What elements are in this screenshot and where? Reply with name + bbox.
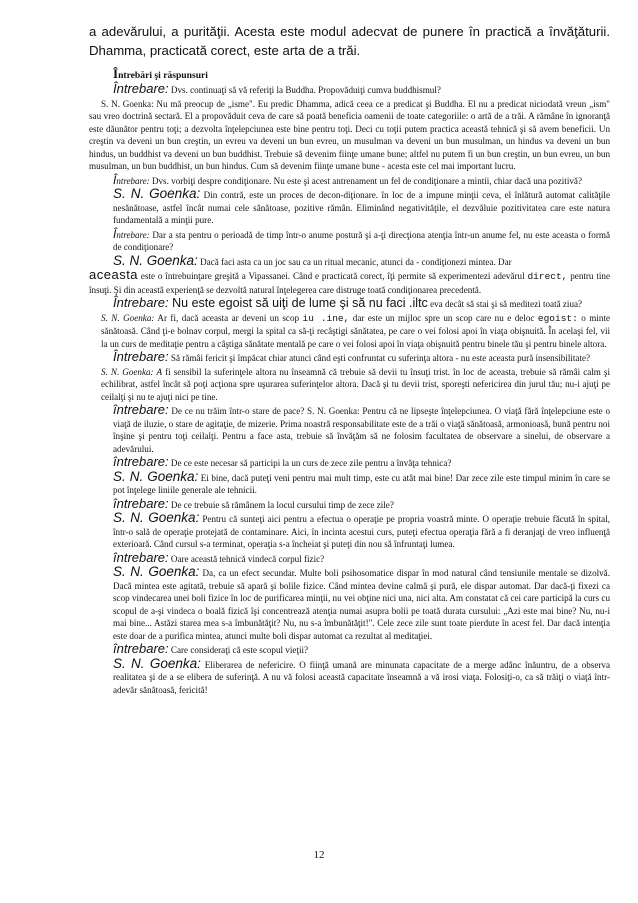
answer-label: S. N. Goenka: bbox=[113, 655, 201, 671]
question-label: întrebare: bbox=[113, 549, 169, 565]
question-label: Întrebare: bbox=[113, 81, 169, 96]
answer-label: S. N. Goenka: bbox=[113, 252, 198, 268]
answer-label: S. N. Goenka: bbox=[101, 312, 155, 323]
question-paragraph bbox=[89, 351, 610, 365]
answer-paragraph bbox=[89, 312, 610, 351]
answer-paragraph bbox=[89, 252, 610, 269]
answer-text: S. N. Goenka: Nu mă preocup de „isme". Eu predic Dhamma, adică ceea ce a predicat şi Buddha. El nu a predicat niciodată vreun „ism" sau vreo doctrină sectară. El a propovăduit ceva de care să poată beneficia oamenii de toate categoriile: o artă de a trăi. A rămâne în ignoranţă este dăunător pentru toţi; a dezvolta înţelepciunea este bine pentru toţi. Deci cu toţii putem practica această tehnică şi să avem beneficii. Un creştin va deveni un bun creştin, un evreu va deveni un bun evreu, un musulman va deveni un bun musulman, un hindus va deveni un bun hindus, un buddhist va deveni un bun buddhist. Trebuie să devenim fiinţe umane bune; altfel nu putem fi un bun creştin, un bun evreu, un bun musulman, un bun buddhist, un bun hindus. Cum să devenim fiinţe umane bune - acesta este cel mai important lucru. bbox=[89, 98, 610, 171]
question-text: Dvs. continuaţi să vă referiţi la Buddha. Propovăduiţi cumva buddhismul? bbox=[168, 85, 441, 95]
answer-text: Dacă faci asta ca un joc sau ca un ritual mecanic, atunci da - condiţionezi mintea. Dar bbox=[197, 256, 512, 267]
question-paragraph bbox=[89, 456, 610, 470]
answer-mono-word: iu .ine, bbox=[302, 312, 350, 324]
question-paragraph bbox=[89, 643, 610, 657]
question-text: Dvs. vorbiţi despre condiţionare. Nu este şi acest antrenament un fel de condiţionare a mintii, chiar dacă una pozitivă? bbox=[149, 175, 582, 186]
question-paragraph bbox=[89, 404, 610, 455]
answer-paragraph bbox=[89, 512, 610, 551]
answer-text: Ar fi, dacă aceasta ar deveni un scop bbox=[154, 312, 303, 323]
answer-paragraph bbox=[89, 366, 610, 404]
intro-paragraph: a adevărului, a purităţii. Acesta este modul adecvat de punere în practică a învăţăturii. Dhamma, practicată corect, este arta de a trăi. bbox=[89, 24, 610, 58]
answer-mono-word: direct, bbox=[527, 271, 568, 282]
section-heading-text: ntrebări şi răspunsuri bbox=[118, 70, 208, 81]
answer-text: dar este un mijloc spre un scop care nu e deloc bbox=[349, 312, 538, 323]
question-paragraph bbox=[89, 83, 610, 97]
answer-label: S. N. Goenka: bbox=[113, 186, 201, 201]
question-text: Oare această tehnică vindecă corpul fizic? bbox=[168, 553, 325, 564]
question-text: De ce este necesar să participi la un curs de zece zile pentru a învăţa tehnica? bbox=[168, 458, 452, 468]
answer-label: S. N. Goenka: bbox=[113, 564, 200, 579]
answer-paragraph bbox=[89, 188, 610, 227]
answer-paragraph bbox=[89, 566, 610, 642]
section-heading bbox=[113, 66, 610, 82]
question-text: Care consideraţi că este scopul vieţii? bbox=[168, 645, 309, 655]
question-text: De ce trebuie să rămânem la locul cursului timp de zece zile? bbox=[168, 499, 394, 510]
question-label: Întrebare: bbox=[113, 295, 169, 310]
answer-paragraph bbox=[89, 655, 610, 697]
question-emphasis: Nu este egoist să uiţi de lume şi să nu faci .iltc bbox=[168, 296, 428, 310]
answer-text: Eliberarea de nefericire. O fiinţă umană are minunata capacitate de a merge adânc înăuntru, de a observa realitatea şi de a se elibera de suferinţă. A nu vă folosi această capacitate înseamnă a vă irosi viaţa. Folosiţi-o, ca să trăiţi o viaţă într-adevăr sănătoasă, fericită! bbox=[113, 659, 610, 695]
question-label: Întrebare: bbox=[113, 349, 169, 364]
answer-text: Ei bine, dacă puteţi veni pentru mai mult timp, este cu atât mai bine! Dar zece zile este timpul minim în care se pot înţelege liniile generale ale tehnicii. bbox=[113, 472, 610, 495]
page-number: 12 bbox=[313, 849, 325, 861]
answer-text: Pentru că sunteţi aici pentru a efectua o operaţie pe propria voastră minte. O operaţie trebuie făcută în spital, într-o sală de operaţie protejată de contaminare. Aici, în incinta acestui curs, puteţi efectua operaţia fără a fi deranjaţi de vreo influenţă exterioară. Când cursul s-a terminat, operaţia s-a încheiat şi puteţi din nou să înfruntaţi lumea. bbox=[113, 514, 610, 549]
question-text: De ce nu trăim într-o stare de pace? S. N. Goenka: Pentru că ne lipseşte înţelepciunea. O viaţă fără înţelepciune este o viaţă de iluzie, o stare de agitaţie, de mizerie. Prima noastră responsabilitate este de a trăi o viaţă sănătoasă, armonioasă, bună pentru noi înşine şi pentru toţi ceilalţi. Pentru a face asta, trebuie să învăţăm să ne folosim facultatea de observare a sinelui, de observare a adevărului. bbox=[113, 406, 610, 454]
question-paragraph bbox=[89, 297, 610, 311]
section-heading-initial: Î bbox=[113, 66, 119, 81]
question-paragraph bbox=[89, 228, 610, 254]
answer-text: o minte sănătoasă. Când ţi-e bolnav corpul, mergi la spital ca să-ţi recâştigi sănătatea, pe care o vei folosi apoi în viaţa obişnuită. În acelaşi fel, vii la un curs de meditaţie pentru a câştiga sănătate mentală pe care o vei folosi apoi în viaţa obişnuită pentru binele tău şi pentru binele altora. bbox=[101, 312, 611, 349]
question-text: Să rămâi fericit şi împăcat chiar atunci când eşti confruntat cu suferinţa altora - nu este aceasta pură insensibilitate? bbox=[168, 353, 591, 363]
question-text: eva decât să stai şi să meditezi toată ziua? bbox=[427, 299, 583, 309]
answer-text: Din contră, este un proces de decon-diţionare. în loc de a impune minţii ceva, el înlătură automat calităţile nesănătoase, astfel încât numai cele sănătoase, pozitive rămân. Eliminând negativităţile, el dezvăluie pozitivitatea care este natura fundamentală a minţii pure. bbox=[113, 190, 610, 225]
question-paragraph bbox=[89, 549, 610, 566]
answer-label: S. N. Goenka: bbox=[113, 468, 199, 484]
question-initial: Î bbox=[113, 226, 117, 241]
question-label: întrebare: bbox=[113, 641, 169, 656]
answer-emphasis: aceasta bbox=[89, 267, 139, 282]
answer-text: este o întrebuinţare greşită a Vipassanei. Când e practicată corect, îţi permite să experimentezi adevărul bbox=[138, 271, 525, 281]
answer-text: pentru tine însuţi. Şi din această experienţă se dezvoltă natural înţelegerea care distruge toată condiţionarea precedentă. bbox=[89, 271, 610, 295]
question-initial: Î bbox=[113, 172, 117, 187]
answer-mono-word: egoist: bbox=[537, 312, 578, 324]
question-label: ntrebare: bbox=[116, 175, 150, 186]
question-label: întrebare: bbox=[113, 495, 169, 511]
answer-text: fi sensibil la suferinţele altora nu înseamnă că trebuie să devii tu însuţi trist. în loc de aceasta, trebuie să rămâi calm şi echilibrat, astfel încât să poţi acţiona spre uşurarea suferinţelor altora. Dacă şi tu devii trist, sporeşti nefericirea din jurul tău; nu-i ajuţi pe ceilalţi şi nu te ajuţi nici pe tine. bbox=[101, 366, 610, 402]
answer-paragraph bbox=[89, 468, 610, 497]
question-label: ntrebare: bbox=[116, 229, 150, 240]
question-label: întrebare: bbox=[113, 402, 169, 417]
answer-label: S. N. Goenka: bbox=[113, 510, 200, 525]
question-label: întrebare: bbox=[113, 454, 169, 469]
answer-paragraph bbox=[89, 98, 610, 173]
question-paragraph bbox=[89, 495, 610, 512]
answer-text: Da, ca un efect secundar. Multe boli psihosomatice dispar în mod natural când tensiunile mentale se dizolvă. Dacă mintea este agitată, trebuie să apară şi bolile fizice. Când mintea devine calmă şi pură, ele dispar automat. Dar dacă-ţi fixezi ca scop vindecarea unei boli fizice în loc de purificarea minţii, nu vei obţine nici una, nici alta. Am constatat că cei care participă la curs cu scopul de a-şi vindeca o boală fizică îşi concentrează atenţia numai asupra bolii pe toată durata cursului: „Azi este mai bine? Nu, nu-i mai bine... Astăzi starea mea s-a îmbunătăţit? Nu, nu s-a îmbunătăţit!". Cele zece zile sunt toate pierdute în acest fel. Dar dacă intenţia este doar de a purifica mintea, atunci multe boli dispar automat ca rezultat al meditaţiei. bbox=[113, 568, 610, 641]
answer-label: S. N. Goenka: A bbox=[101, 366, 163, 377]
question-text: Dar a sta pentru o perioadă de timp într-o anume postură şi a-ţi direcţiona atenţia într-un anume fel, nu este aceasta o formă de condiţionare? bbox=[113, 229, 610, 252]
question-paragraph bbox=[89, 174, 610, 188]
answer-continuation bbox=[89, 269, 610, 296]
